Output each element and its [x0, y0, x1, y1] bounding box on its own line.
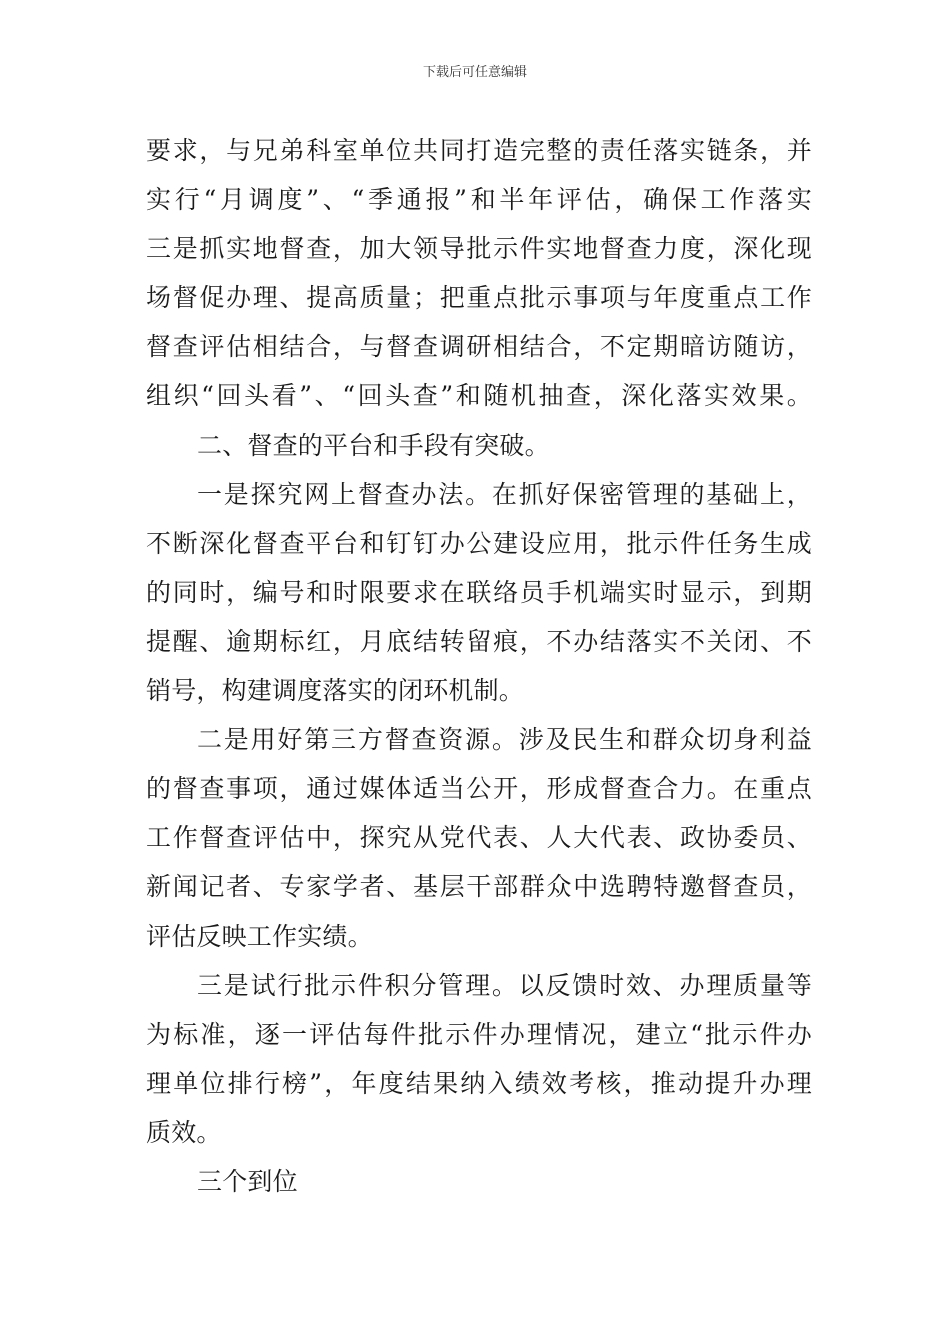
text-line: 一是探究网上督查办法。在抓好保密管理的基础上， — [197, 479, 812, 509]
text-line: 的督查事项，通过媒体适当公开，形成督查合力。在重点 — [146, 774, 812, 804]
text-line: 为标准，逐一评估每件批示件办理情况，建立“批示件办 — [146, 1019, 812, 1049]
text-line: 评估反映工作实绩。 — [146, 921, 373, 951]
text-line: 理单位排行榜”，年度结果纳入绩效考核，推动提升办理 — [146, 1068, 812, 1098]
text-line: 二是用好第三方督查资源。涉及民生和群众切身利益 — [197, 725, 812, 755]
text-line: 场督促办理、提高质量；把重点批示事项与年度重点工作 — [146, 283, 812, 313]
page-header: 下载后可任意编辑 — [422, 65, 527, 80]
text-line: 销号，构建调度落实的闭环机制。 — [146, 676, 525, 706]
section-heading: 三个到位 — [197, 1166, 298, 1196]
text-line: 三是试行批示件积分管理。以反馈时效、办理质量等 — [197, 970, 812, 1000]
document-body — [146, 126, 812, 1206]
section-heading: 二、督查的平台和手段有突破。 — [197, 430, 550, 460]
text-line: 质效。 — [146, 1117, 222, 1147]
text-line: 提醒、逾期标红，月底结转留痕，不办结落实不关闭、不 — [146, 626, 812, 656]
text-line: 的同时，编号和时限要求在联络员手机端实时显示，到期 — [146, 577, 812, 607]
text-line: 新闻记者、专家学者、基层干部群众中选聘特邀督查员， — [146, 872, 812, 902]
text-line: 督查评估相结合，与督查调研相结合，不定期暗访随访， — [146, 332, 812, 362]
text-line: 要求，与兄弟科室单位共同打造完整的责任落实链条，并 — [146, 136, 812, 165]
text-line: 不断深化督查平台和钉钉办公建设应用，批示件任务生成 — [146, 528, 812, 558]
text-line: 三是抓实地督查，加大领导批示件实地督查力度，深化现 — [146, 234, 812, 264]
text-line: 组织“回头看”、“回头查”和随机抽查，深化落实效果。 — [146, 381, 812, 411]
text-line: 实行“月调度”、“季通报”和半年评估，确保工作落实 — [146, 185, 812, 215]
text-line: 工作督查评估中，探究从党代表、人大代表、政协委员、 — [146, 823, 812, 853]
